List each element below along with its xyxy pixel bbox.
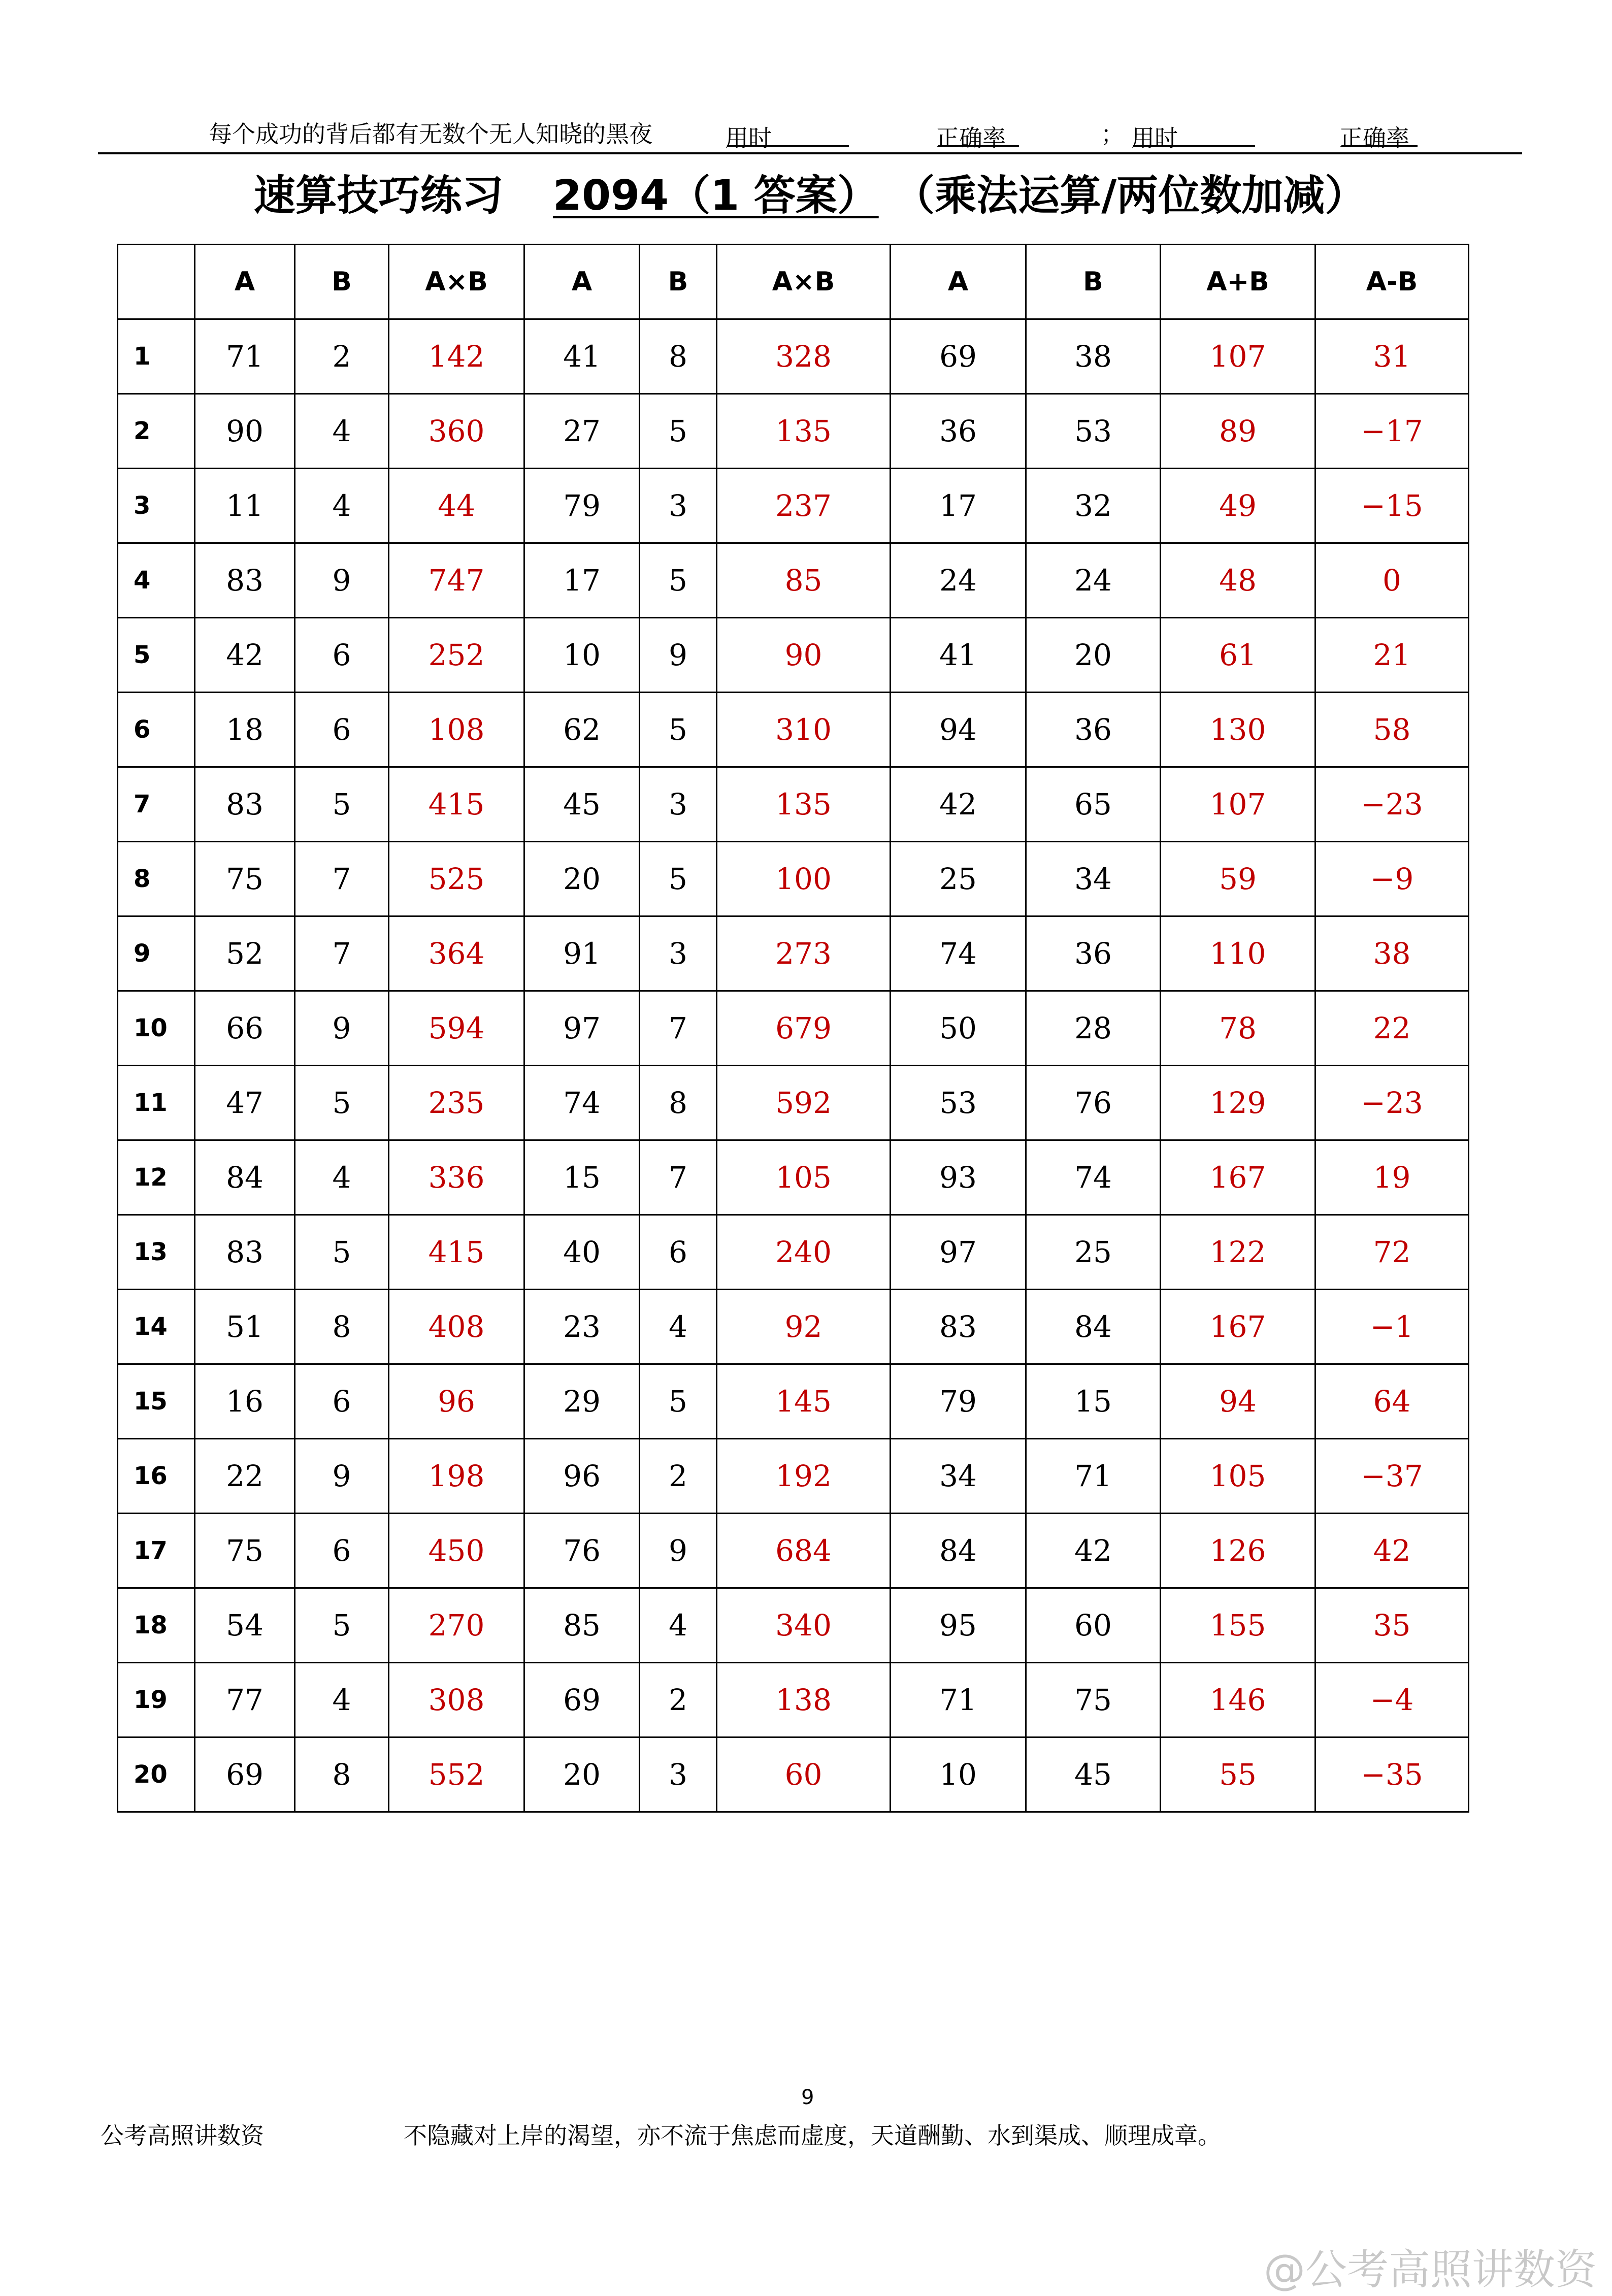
- operand-cell: 75: [195, 1514, 295, 1588]
- operand-cell: 83: [891, 1290, 1026, 1364]
- operand-cell: 83: [195, 1215, 295, 1290]
- table-row: [118, 991, 1469, 1066]
- operand-cell: 85: [524, 1588, 640, 1663]
- answer-cell: 525: [389, 842, 524, 916]
- answer-cell: 415: [389, 767, 524, 842]
- operand-cell: 54: [195, 1588, 295, 1663]
- operand-cell: 52: [195, 916, 295, 991]
- operand-cell: 75: [1026, 1663, 1161, 1737]
- operand-cell: 4: [295, 394, 389, 469]
- answer-cell: 167: [1161, 1140, 1315, 1215]
- operand-cell: 45: [524, 767, 640, 842]
- answer-cell: −9: [1315, 842, 1469, 916]
- column-header: A×B: [389, 245, 524, 319]
- answer-cell: 64: [1315, 1364, 1469, 1439]
- title-prefix: 速算技巧练习: [253, 172, 504, 220]
- answer-cell: −15: [1315, 469, 1469, 543]
- operand-cell: 9: [640, 1514, 717, 1588]
- operand-cell: 10: [891, 1737, 1026, 1812]
- table-row: [118, 543, 1469, 618]
- table-row: [118, 618, 1469, 693]
- answer-cell: 107: [1161, 319, 1315, 394]
- operand-cell: 83: [195, 767, 295, 842]
- operand-cell: 97: [524, 991, 640, 1066]
- row-index: 15: [118, 1364, 195, 1439]
- table-row: [118, 1364, 1469, 1439]
- page-header: 每个成功的背后都有无数个无人知晓的黑夜 用时 正确率 ； 用时 正确率: [98, 112, 1522, 154]
- row-index: 14: [118, 1290, 195, 1364]
- answer-cell: 135: [717, 394, 891, 469]
- operand-cell: 16: [195, 1364, 295, 1439]
- operand-cell: 29: [524, 1364, 640, 1439]
- table-row: [118, 394, 1469, 469]
- operand-cell: 5: [640, 543, 717, 618]
- operand-cell: 5: [295, 1066, 389, 1140]
- answer-cell: 450: [389, 1514, 524, 1588]
- answer-cell: 96: [389, 1364, 524, 1439]
- operand-cell: 24: [891, 543, 1026, 618]
- operand-cell: 71: [195, 319, 295, 394]
- row-index: 3: [118, 469, 195, 543]
- answer-cell: 90: [717, 618, 891, 693]
- column-header: B: [295, 245, 389, 319]
- operand-cell: 4: [295, 1140, 389, 1215]
- table-row: [118, 916, 1469, 991]
- operand-cell: 71: [1026, 1439, 1161, 1514]
- operand-cell: 66: [195, 991, 295, 1066]
- table-row: [118, 1290, 1469, 1364]
- table-row: [118, 1066, 1469, 1140]
- operand-cell: 6: [295, 1514, 389, 1588]
- table-row: [118, 1215, 1469, 1290]
- row-index: 9: [118, 916, 195, 991]
- column-header: A+B: [1161, 245, 1315, 319]
- answer-cell: 94: [1161, 1364, 1315, 1439]
- row-index: 12: [118, 1140, 195, 1215]
- answer-cell: −1: [1315, 1290, 1469, 1364]
- column-header: A-B: [1315, 245, 1469, 319]
- answer-cell: 336: [389, 1140, 524, 1215]
- answer-cell: 129: [1161, 1066, 1315, 1140]
- row-index: 20: [118, 1737, 195, 1812]
- answer-cell: 61: [1161, 618, 1315, 693]
- operand-cell: 3: [640, 469, 717, 543]
- answer-cell: 235: [389, 1066, 524, 1140]
- answer-cell: −23: [1315, 767, 1469, 842]
- table-row: [118, 1514, 1469, 1588]
- answer-cell: 552: [389, 1737, 524, 1812]
- column-header: [118, 245, 195, 319]
- operand-cell: 6: [295, 693, 389, 767]
- operand-cell: 7: [295, 916, 389, 991]
- answer-cell: 415: [389, 1215, 524, 1290]
- column-header: B: [1026, 245, 1161, 319]
- answer-cell: 145: [717, 1364, 891, 1439]
- operand-cell: 10: [524, 618, 640, 693]
- operand-cell: 5: [295, 1588, 389, 1663]
- operand-cell: 77: [195, 1663, 295, 1737]
- operand-cell: 96: [524, 1439, 640, 1514]
- answer-cell: 107: [1161, 767, 1315, 842]
- operand-cell: 6: [640, 1215, 717, 1290]
- operand-cell: 7: [295, 842, 389, 916]
- answer-cell: 684: [717, 1514, 891, 1588]
- operand-cell: 84: [891, 1514, 1026, 1588]
- operand-cell: 74: [524, 1066, 640, 1140]
- answer-cell: 22: [1315, 991, 1469, 1066]
- answer-cell: 21: [1315, 618, 1469, 693]
- operand-cell: 74: [1026, 1140, 1161, 1215]
- answer-cell: 78: [1161, 991, 1315, 1066]
- operand-cell: 23: [524, 1290, 640, 1364]
- answer-cell: 48: [1161, 543, 1315, 618]
- operand-cell: 8: [295, 1737, 389, 1812]
- table-row: [118, 1439, 1469, 1514]
- page-title: [98, 162, 1522, 222]
- operand-cell: 69: [195, 1737, 295, 1812]
- title-suffix: （乘法运算/两位数加减）: [893, 172, 1367, 220]
- operand-cell: 97: [891, 1215, 1026, 1290]
- table-row: [118, 693, 1469, 767]
- column-header: A: [891, 245, 1026, 319]
- answer-cell: 138: [717, 1663, 891, 1737]
- answer-cell: −17: [1315, 394, 1469, 469]
- answer-cell: 130: [1161, 693, 1315, 767]
- operand-cell: 79: [524, 469, 640, 543]
- answer-cell: 55: [1161, 1737, 1315, 1812]
- operand-cell: 83: [195, 543, 295, 618]
- answer-cell: 49: [1161, 469, 1315, 543]
- answer-cell: 0: [1315, 543, 1469, 618]
- operand-cell: 3: [640, 767, 717, 842]
- operand-cell: 20: [1026, 618, 1161, 693]
- operand-cell: 7: [640, 1140, 717, 1215]
- row-index: 17: [118, 1514, 195, 1588]
- answer-cell: 308: [389, 1663, 524, 1737]
- row-index: 2: [118, 394, 195, 469]
- footer-author: 公考高照讲数资: [101, 2122, 264, 2149]
- operand-cell: 76: [524, 1514, 640, 1588]
- operand-cell: 6: [295, 618, 389, 693]
- operand-cell: 9: [295, 991, 389, 1066]
- operand-cell: 42: [195, 618, 295, 693]
- answer-cell: 592: [717, 1066, 891, 1140]
- operand-cell: 40: [524, 1215, 640, 1290]
- operand-cell: 42: [1026, 1514, 1161, 1588]
- operand-cell: 53: [1026, 394, 1161, 469]
- answer-cell: 89: [1161, 394, 1315, 469]
- operand-cell: 34: [891, 1439, 1026, 1514]
- operand-cell: 76: [1026, 1066, 1161, 1140]
- operand-cell: 65: [1026, 767, 1161, 842]
- row-index: 13: [118, 1215, 195, 1290]
- operand-cell: 91: [524, 916, 640, 991]
- operand-cell: 2: [295, 319, 389, 394]
- answer-cell: 105: [1161, 1439, 1315, 1514]
- answer-cell: 142: [389, 319, 524, 394]
- row-index: 1: [118, 319, 195, 394]
- operand-cell: 38: [1026, 319, 1161, 394]
- operand-cell: 41: [524, 319, 640, 394]
- operand-cell: 8: [640, 319, 717, 394]
- operand-cell: 84: [1026, 1290, 1161, 1364]
- answer-cell: −37: [1315, 1439, 1469, 1514]
- operand-cell: 25: [891, 842, 1026, 916]
- operand-cell: 18: [195, 693, 295, 767]
- answer-cell: 72: [1315, 1215, 1469, 1290]
- operand-cell: 15: [524, 1140, 640, 1215]
- row-index: 11: [118, 1066, 195, 1140]
- operand-cell: 28: [1026, 991, 1161, 1066]
- header-separator: ；: [1101, 120, 1124, 148]
- answer-cell: 240: [717, 1215, 891, 1290]
- operand-cell: 6: [295, 1364, 389, 1439]
- operand-cell: 51: [195, 1290, 295, 1364]
- answer-cell: 31: [1315, 319, 1469, 394]
- practice-table: [117, 244, 1469, 1813]
- answer-cell: 135: [717, 767, 891, 842]
- operand-cell: 17: [524, 543, 640, 618]
- operand-cell: 5: [640, 1364, 717, 1439]
- answer-cell: 44: [389, 469, 524, 543]
- operand-cell: 4: [640, 1588, 717, 1663]
- time-blank-2[interactable]: [1133, 120, 1255, 147]
- operand-cell: 3: [640, 916, 717, 991]
- table-row: [118, 1588, 1469, 1663]
- answer-cell: 58: [1315, 693, 1469, 767]
- answer-cell: 408: [389, 1290, 524, 1364]
- column-header: B: [640, 245, 717, 319]
- operand-cell: 75: [195, 842, 295, 916]
- operand-cell: 24: [1026, 543, 1161, 618]
- operand-cell: 41: [891, 618, 1026, 693]
- table-header-row: [118, 245, 1469, 319]
- operand-cell: 42: [891, 767, 1026, 842]
- table-row: [118, 842, 1469, 916]
- answer-cell: 126: [1161, 1514, 1315, 1588]
- operand-cell: 5: [295, 1215, 389, 1290]
- operand-cell: 9: [295, 1439, 389, 1514]
- operand-cell: 7: [640, 991, 717, 1066]
- operand-cell: 4: [640, 1290, 717, 1364]
- operand-cell: 25: [1026, 1215, 1161, 1290]
- operand-cell: 27: [524, 394, 640, 469]
- table-row: [118, 469, 1469, 543]
- answer-cell: 100: [717, 842, 891, 916]
- operand-cell: 8: [295, 1290, 389, 1364]
- answer-cell: 38: [1315, 916, 1469, 991]
- operand-cell: 47: [195, 1066, 295, 1140]
- column-header: A×B: [717, 245, 891, 319]
- operand-cell: 32: [1026, 469, 1161, 543]
- page-number: 9: [801, 2086, 814, 2109]
- answer-cell: 328: [717, 319, 891, 394]
- answer-cell: 42: [1315, 1514, 1469, 1588]
- title-code: 2094（1 答案）: [552, 172, 879, 220]
- operand-cell: 50: [891, 991, 1026, 1066]
- answer-cell: 252: [389, 618, 524, 693]
- operand-cell: 69: [524, 1663, 640, 1737]
- accuracy-blank-2[interactable]: [1341, 120, 1418, 147]
- table-row: [118, 767, 1469, 842]
- operand-cell: 17: [891, 469, 1026, 543]
- answer-cell: 92: [717, 1290, 891, 1364]
- operand-cell: 84: [195, 1140, 295, 1215]
- header-motto: 每个成功的背后都有无数个无人知晓的黑夜: [209, 120, 652, 148]
- answer-cell: 270: [389, 1588, 524, 1663]
- answer-cell: 192: [717, 1439, 891, 1514]
- answer-cell: 105: [717, 1140, 891, 1215]
- answer-cell: 167: [1161, 1290, 1315, 1364]
- answer-cell: 85: [717, 543, 891, 618]
- operand-cell: 60: [1026, 1588, 1161, 1663]
- operand-cell: 20: [524, 842, 640, 916]
- row-index: 10: [118, 991, 195, 1066]
- time-blank-1[interactable]: [727, 120, 849, 147]
- operand-cell: 36: [1026, 693, 1161, 767]
- operand-cell: 36: [891, 394, 1026, 469]
- answer-cell: 108: [389, 693, 524, 767]
- operand-cell: 11: [195, 469, 295, 543]
- operand-cell: 8: [640, 1066, 717, 1140]
- answer-cell: 594: [389, 991, 524, 1066]
- answer-cell: 110: [1161, 916, 1315, 991]
- answer-cell: 59: [1161, 842, 1315, 916]
- operand-cell: 5: [640, 394, 717, 469]
- answer-cell: 747: [389, 543, 524, 618]
- answer-cell: 237: [717, 469, 891, 543]
- operand-cell: 69: [891, 319, 1026, 394]
- footer-slogan: 不隐藏对上岸的渴望，亦不流于焦虑而虚度，天道酬勤、水到渠成、顺理成章。: [404, 2122, 1221, 2149]
- operand-cell: 79: [891, 1364, 1026, 1439]
- operand-cell: 5: [640, 693, 717, 767]
- operand-cell: 2: [640, 1439, 717, 1514]
- operand-cell: 95: [891, 1588, 1026, 1663]
- table-row: [118, 1140, 1469, 1215]
- row-index: 7: [118, 767, 195, 842]
- accuracy-blank-1[interactable]: [938, 120, 1019, 147]
- operand-cell: 9: [640, 618, 717, 693]
- operand-cell: 5: [640, 842, 717, 916]
- operand-cell: 4: [295, 1663, 389, 1737]
- row-index: 8: [118, 842, 195, 916]
- operand-cell: 5: [295, 767, 389, 842]
- answer-cell: 360: [389, 394, 524, 469]
- answer-cell: 155: [1161, 1588, 1315, 1663]
- operand-cell: 93: [891, 1140, 1026, 1215]
- table-row: [118, 1663, 1469, 1737]
- operand-cell: 3: [640, 1737, 717, 1812]
- row-index: 4: [118, 543, 195, 618]
- operand-cell: 9: [295, 543, 389, 618]
- operand-cell: 74: [891, 916, 1026, 991]
- table-row: [118, 1737, 1469, 1812]
- operand-cell: 71: [891, 1663, 1026, 1737]
- answer-cell: 146: [1161, 1663, 1315, 1737]
- operand-cell: 45: [1026, 1737, 1161, 1812]
- operand-cell: 4: [295, 469, 389, 543]
- operand-cell: 2: [640, 1663, 717, 1737]
- row-index: 6: [118, 693, 195, 767]
- row-index: 18: [118, 1588, 195, 1663]
- row-index: 19: [118, 1663, 195, 1737]
- operand-cell: 34: [1026, 842, 1161, 916]
- table-row: [118, 319, 1469, 394]
- operand-cell: 15: [1026, 1364, 1161, 1439]
- answer-cell: 364: [389, 916, 524, 991]
- answer-cell: −35: [1315, 1737, 1469, 1812]
- answer-cell: 198: [389, 1439, 524, 1514]
- operand-cell: 36: [1026, 916, 1161, 991]
- answer-cell: 19: [1315, 1140, 1469, 1215]
- operand-cell: 90: [195, 394, 295, 469]
- answer-cell: −23: [1315, 1066, 1469, 1140]
- operand-cell: 94: [891, 693, 1026, 767]
- column-header: A: [524, 245, 640, 319]
- answer-cell: 273: [717, 916, 891, 991]
- answer-cell: 35: [1315, 1588, 1469, 1663]
- operand-cell: 62: [524, 693, 640, 767]
- column-header: A: [195, 245, 295, 319]
- answer-cell: 679: [717, 991, 891, 1066]
- row-index: 16: [118, 1439, 195, 1514]
- row-index: 5: [118, 618, 195, 693]
- answer-cell: 122: [1161, 1215, 1315, 1290]
- operand-cell: 53: [891, 1066, 1026, 1140]
- answer-cell: −4: [1315, 1663, 1469, 1737]
- answer-cell: 340: [717, 1588, 891, 1663]
- answer-cell: 60: [717, 1737, 891, 1812]
- operand-cell: 22: [195, 1439, 295, 1514]
- answer-cell: 310: [717, 693, 891, 767]
- operand-cell: 20: [524, 1737, 640, 1812]
- watermark: @公考高照讲数资: [1263, 2246, 1597, 2294]
